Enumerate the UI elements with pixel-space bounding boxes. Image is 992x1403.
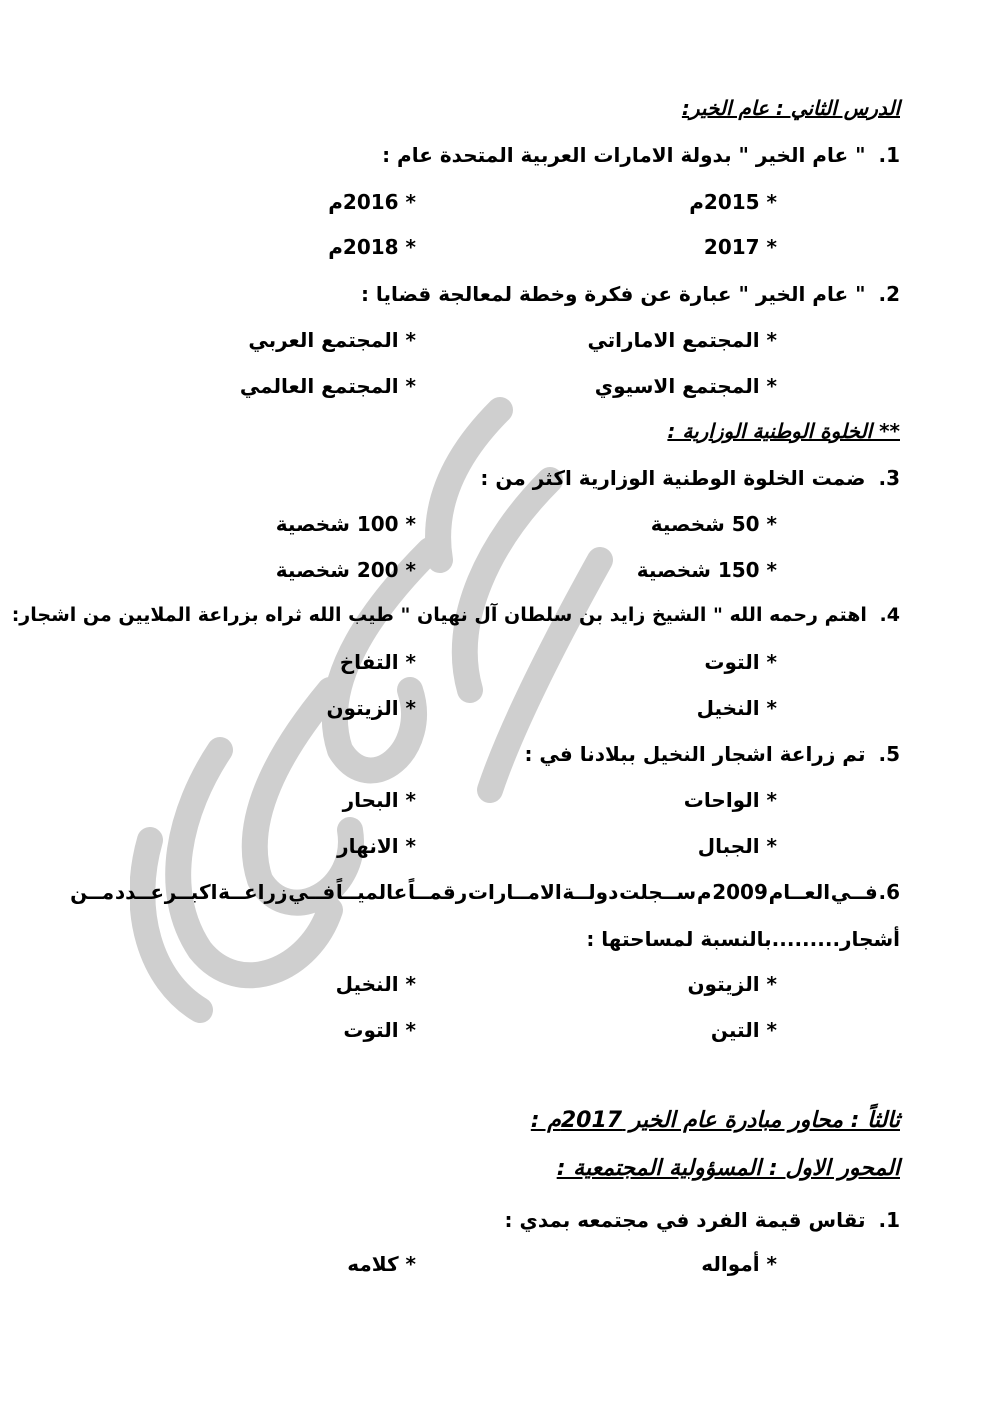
- question-word: ســجلت: [619, 880, 697, 904]
- question-3: [480, 468, 900, 488]
- question-word: دولــة: [562, 880, 619, 904]
- question-text: " عام الخير " بدولة الامارات العربية المتحدة عام :: [382, 143, 866, 167]
- option: * التفاخ: [339, 650, 416, 674]
- question-number: 6.: [878, 880, 900, 904]
- question-2: [361, 284, 900, 304]
- question-word: رقمــاً: [408, 880, 468, 904]
- option: * الزيتون: [687, 972, 777, 996]
- question-4: [12, 606, 900, 625]
- option: * 2018م: [328, 235, 416, 259]
- question-text: " عام الخير " عبارة عن فكرة وخطة لمعالجة قضايا :: [360, 282, 866, 306]
- option: * المجتمع العالمي: [239, 374, 416, 398]
- question-word: الامــارات: [467, 880, 562, 904]
- option: * المجتمع الاسيوي: [594, 374, 777, 398]
- question-1: [382, 145, 900, 165]
- option: * 200 شخصية: [275, 558, 416, 582]
- option: * الجبال: [697, 834, 777, 858]
- question-text: اهتم رحمه الله " الشيخ زايد بن سلطان آل نهيان " طيب الله ثراه بزراعة الملايين من اشجار:: [11, 604, 867, 626]
- question-word: اكبــر: [164, 880, 218, 904]
- option: * النخيل: [335, 972, 416, 996]
- question-text: ضمت الخلوة الوطنية الوزارية اكثر من :: [480, 466, 866, 490]
- option: * 2016م: [328, 190, 416, 214]
- question-number: 2.: [878, 282, 900, 306]
- option: * 2017: [703, 235, 777, 259]
- option: * كلامه: [347, 1252, 416, 1276]
- question-word: م: [696, 880, 712, 904]
- question-5: [524, 744, 900, 764]
- question-text: تقاس قيمة الفرد في مجتمعه بمدي :: [504, 1208, 866, 1232]
- question-number: 4.: [879, 604, 900, 626]
- lesson-title: الدرس الثاني : عام الخير:: [681, 96, 900, 120]
- question-word: فــي: [830, 880, 878, 904]
- option: * الانهار: [337, 834, 416, 858]
- question-number: 1.: [878, 143, 900, 167]
- question-word: عالميــاً: [335, 880, 408, 904]
- question-6-line-2: أشجار.........بالنسبة لمساحتها :: [586, 927, 900, 951]
- option: * 50 شخصية: [650, 512, 777, 536]
- question-word: 2009: [712, 880, 768, 904]
- option: * الزيتون: [326, 696, 416, 720]
- question-word: زراعــة: [218, 880, 288, 904]
- retreat-heading: ** الخلوة الوطنية الوزارية :: [667, 419, 900, 443]
- question-word: العــام: [768, 880, 831, 904]
- option: * 150 شخصية: [636, 558, 777, 582]
- section-3-heading: ثالثاً : محاور مبادرة عام الخير 2017م :: [530, 1108, 900, 1133]
- option: * التين: [710, 1018, 777, 1042]
- option: * 100 شخصية: [275, 512, 416, 536]
- option: * التوت: [704, 650, 777, 674]
- question-6-line-1: [70, 882, 900, 902]
- question-word: عــدد: [114, 880, 164, 904]
- axis-1-heading: المحور الاول : المسؤولية المجتمعية :: [556, 1156, 900, 1181]
- option: * التوت: [343, 1018, 416, 1042]
- option: * المجتمع العربي: [248, 328, 416, 352]
- option: * المجتمع الاماراتي: [587, 328, 777, 352]
- question-text: تم زراعة اشجار النخيل ببلادنا في :: [524, 742, 866, 766]
- question-word: مــن: [70, 880, 115, 904]
- section-question-1: [505, 1210, 900, 1230]
- question-word: فــي: [288, 880, 336, 904]
- option: * 2015م: [689, 190, 777, 214]
- option: * البحار: [342, 788, 416, 812]
- question-number: 3.: [878, 466, 900, 490]
- option: * الواحات: [683, 788, 777, 812]
- option: * أمواله: [701, 1252, 777, 1276]
- question-number: 1.: [878, 1208, 900, 1232]
- question-number: 5.: [878, 742, 900, 766]
- option: * النخيل: [696, 696, 777, 720]
